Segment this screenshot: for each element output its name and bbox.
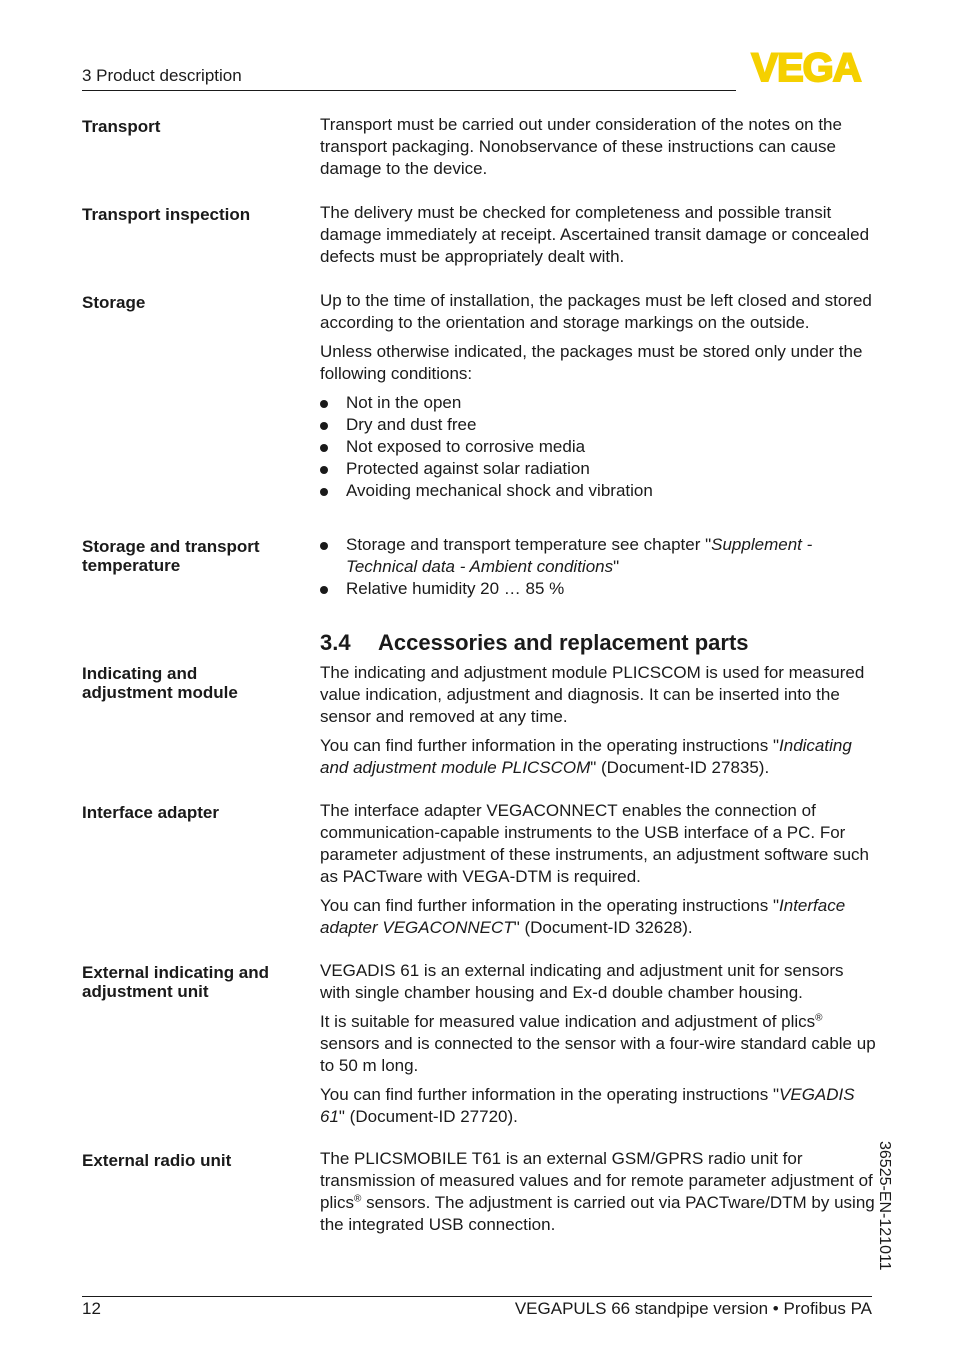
text-radio-unit — [320, 1148, 876, 1236]
list-item — [320, 534, 876, 578]
list-item — [320, 480, 876, 502]
bullet-icon — [320, 542, 328, 550]
text-span: You can find further information in the operating instructions " — [320, 736, 780, 755]
vega-logo — [740, 50, 872, 84]
document-code: 36525-EN-121011 — [876, 1141, 893, 1271]
document-reference: VEGADIS 61 — [320, 1085, 855, 1126]
list-item — [320, 392, 876, 414]
label-transport-inspection: Transport inspection — [82, 205, 251, 224]
paragraph: The interface adapter VEGACONNECT enables the connection of communication-capable instruments to the USB interface of a PC. For parameter adjustment of these instruments, an adjustment software such as PACTware with VEGA-DTM is required. — [320, 801, 869, 886]
paragraph — [320, 1011, 876, 1077]
label-interface-adapter: Interface adapter — [82, 803, 219, 822]
list-item-text: Dry and dust free — [346, 415, 477, 434]
list-item-text: Not in the open — [346, 393, 462, 412]
chapter-title: 3 Product description — [82, 66, 242, 85]
section-title: Accessories and replacement parts — [378, 630, 749, 655]
text-transport — [320, 114, 876, 180]
document-reference: Indicating and adjustment module PLICSCOM — [320, 736, 852, 777]
bullet-icon — [320, 400, 328, 408]
text-span: You can find further information in the operating instructions " — [320, 1085, 780, 1104]
paragraph: The indicating and adjustment module PLICSCOM is used for measured value indication, adjustment and diagnosis. It can be inserted into the sensor and removed at any time. — [320, 663, 865, 726]
label-storage-temperature: Storage and transport temperature — [82, 537, 260, 575]
text-span: The PLICSMOBILE T61 is an external GSM/GPRS radio unit for transmission of measured values and for remote parameter adjustment of plics — [320, 1149, 873, 1212]
text-storage — [320, 290, 876, 502]
paragraph: Up to the time of installation, the packages must be left closed and stored according to the orientation and storage markings on the outside. — [320, 291, 872, 332]
bullet-icon — [320, 586, 328, 594]
footer-rule — [82, 1296, 872, 1297]
svg-text:VEGA: VEGA — [751, 50, 861, 84]
text-interface-adapter — [320, 800, 876, 939]
list-item-text: Avoiding mechanical shock and vibration — [346, 481, 653, 500]
list-item-text: Not exposed to corrosive media — [346, 437, 586, 456]
text-span: sensors and is connected to the sensor with a four-wire standard cable up to 50 m long. — [320, 1034, 876, 1075]
list-item-text: Storage and transport temperature see chapter " — [346, 535, 712, 554]
paragraph — [320, 735, 876, 779]
text-indicating-module — [320, 662, 876, 779]
section-number: 3.4 — [320, 630, 351, 655]
list-item-text: Relative humidity 20 … 85 % — [346, 579, 565, 598]
text-span: sensors. The adjustment is carried out via PACTware/DTM by using the integrated USB connection. — [320, 1193, 875, 1234]
paragraph — [320, 895, 876, 939]
label-transport: Transport — [82, 117, 161, 136]
text-span: " (Document-ID 27835). — [590, 758, 770, 777]
text-span: " (Document-ID 32628). — [513, 918, 693, 937]
document-reference: Interface adapter VEGACONNECT — [320, 896, 846, 937]
text-span: You can find further information in the operating instructions " — [320, 896, 780, 915]
paragraph: Unless otherwise indicated, the packages must be stored only under the following conditions: — [320, 342, 863, 383]
paragraph: The delivery must be checked for completeness and possible transit damage immediately at receipt. Ascertained transit damage or concealed defects must be appropriately dealt with. — [320, 203, 870, 266]
paragraph — [320, 1084, 876, 1128]
registered-mark: ® — [354, 1193, 362, 1205]
temperature-list — [320, 534, 876, 600]
list-item — [320, 458, 876, 480]
list-item — [320, 578, 876, 600]
section-heading — [320, 630, 749, 656]
text-external-unit — [320, 960, 876, 1128]
label-radio-unit: External radio unit — [82, 1151, 232, 1170]
label-storage: Storage — [82, 293, 146, 312]
bullet-icon — [320, 466, 328, 474]
storage-conditions-list — [320, 392, 876, 502]
chapter-reference: Supplement - Technical data - Ambient conditions — [346, 535, 813, 576]
paragraph: Transport must be carried out under consideration of the notes on the transport packaging. Nonobservance of these instructions can cause damage to the device. — [320, 115, 842, 178]
document-title: VEGAPULS 66 standpipe version • Profibus PA — [514, 1299, 872, 1318]
list-item — [320, 436, 876, 458]
paragraph: VEGADIS 61 is an external indicating and adjustment unit for sensors with single chamber housing and Ex-d double chamber housing. — [320, 961, 844, 1002]
page-number: 12 — [82, 1299, 101, 1318]
bullet-icon — [320, 488, 328, 496]
list-item-text: Protected against solar radiation — [346, 459, 590, 478]
text-span: It is suitable for measured value indication and adjustment of plics — [320, 1012, 816, 1031]
paragraph — [320, 1148, 876, 1236]
header-rule — [82, 90, 736, 91]
registered-mark: ® — [815, 1012, 823, 1024]
quote-mark: " — [613, 557, 620, 576]
bullet-icon — [320, 444, 328, 452]
label-external-unit: External indicating and adjustment unit — [82, 963, 270, 1001]
text-span: " (Document-ID 27720). — [338, 1107, 518, 1126]
text-storage-temperature — [320, 534, 876, 600]
label-indicating-module: Indicating and adjustment module — [82, 664, 238, 702]
list-item — [320, 414, 876, 436]
text-transport-inspection — [320, 202, 876, 268]
bullet-icon — [320, 422, 328, 430]
